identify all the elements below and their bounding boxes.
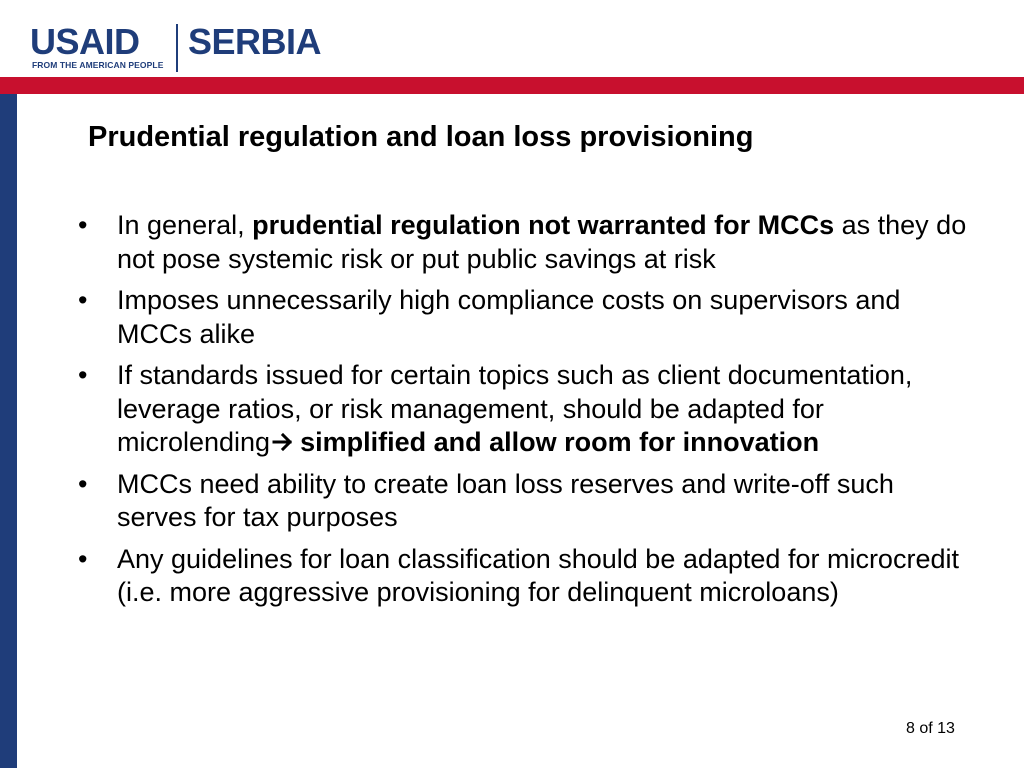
page-number: 8 of 13 <box>906 720 955 737</box>
bullet-marker: • <box>78 360 88 390</box>
bullet-marker: • <box>78 285 88 315</box>
logo-tagline: FROM THE AMERICAN PEOPLE <box>32 60 164 70</box>
logo-divider <box>176 24 178 72</box>
bullet-text: If standards issued for certain topics such as client documentation, leverage ratios, or risk management, should be adapted for microlending <box>117 360 913 457</box>
bullet-text: Any guidelines for loan classification should be adapted for microcredit (i.e. more aggressive provisioning for delinquent microloans) <box>117 543 959 607</box>
right-arrow-icon <box>272 431 294 453</box>
bullet-item <box>70 284 980 351</box>
bullet-text-bold: prudential regulation not warranted for MCCs <box>252 210 835 240</box>
bullet-item <box>70 209 980 276</box>
bullet-text: Imposes unnecessarily high compliance costs on supervisors and MCCs alike <box>117 285 901 349</box>
bullet-marker: • <box>78 543 88 574</box>
slide-title: Prudential regulation and loan loss provisioning <box>88 121 754 153</box>
bullet-text: MCCs need ability to create loan loss reserves and write-off such serves for tax purposes <box>117 468 894 532</box>
logo-agency-text: USAID <box>30 21 140 62</box>
bullet-text-bold: simplified and allow room for innovation <box>300 427 820 457</box>
bullet-list <box>70 209 980 618</box>
bullet-item <box>70 359 980 460</box>
bullet-text: In general, <box>117 210 253 240</box>
logo-country-text: SERBIA <box>188 21 322 62</box>
bullet-item <box>70 468 980 535</box>
left-blue-bar <box>0 94 17 768</box>
bullet-text: as they do not pose systemic risk or put public savings at risk <box>117 210 967 274</box>
bullet-item <box>70 543 980 610</box>
bullet-marker: • <box>78 210 88 240</box>
usaid-serbia-logo <box>30 22 350 74</box>
header-red-bar <box>0 77 1024 94</box>
bullet-marker: • <box>78 468 88 499</box>
